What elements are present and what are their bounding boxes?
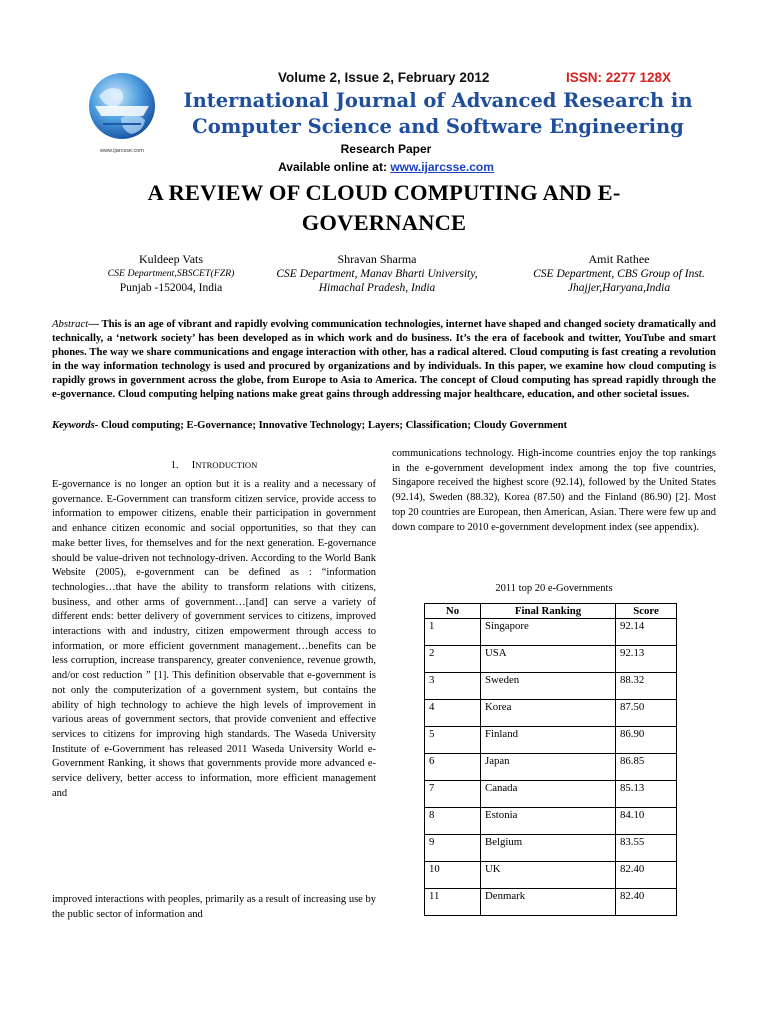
table-row	[425, 808, 677, 835]
author-location: Punjab -152004, India	[119, 282, 223, 294]
table-cell: Finland	[481, 727, 616, 754]
table-cell: 82.40	[616, 889, 677, 916]
author-affiliation: CSE Department,SBSCET(FZR)	[107, 267, 235, 279]
table-cell: 11	[425, 889, 481, 916]
table-cell: 88.32	[616, 673, 677, 700]
paper-title-line1: A REVIEW OF CLOUD COMPUTING AND E-	[147, 180, 621, 205]
table-cell: Estonia	[481, 808, 616, 835]
table-row	[425, 619, 677, 646]
table-cell: USA	[481, 646, 616, 673]
author-location: Himachal Pradesh, India	[318, 282, 436, 294]
table-header-row	[425, 604, 677, 619]
section-title-rest: NTRODUCTION	[195, 460, 258, 470]
table-row	[425, 754, 677, 781]
table-cell: 83.55	[616, 835, 677, 862]
introduction-paragraph: E-governance is no longer an option but it is a reality and a necessary of governance. E-Government can transform citizen service, provide access to information to empower citizens, enable their participation in government and enhance citizen economic and social opportunities, so that they can make better lives, for themselves and for the next generation. E-governance should be value-driven not technology-driven. According to the World Bank Website (2005), e-government can be defined as : “information technologies…that have the ability to transform relations with citizens, business, and other arms of government…[and] can serve a variety of different ends: better delivery of government services to citizens, improved interactions with and industry, citizen empowerment through access to information, or more efficient government management…benefits can be less corruption, increase transparency, greater convenience, revenue growth, and/or cost reduction ” [1]. This definition observable that e-government is not only the computerization of a government system, but contains the ability of high technology to achieve the high levels of improvement in various areas of government sectors, that provide convenient and effective services to citizens for improving high standards. The Waseda University Institute of e-Government has released 2011 Waseda University World e-Government Ranking, it shows that governments provide more advanced e-service delivery, better access to information, more efficient management and	[52, 479, 376, 799]
journal-logo	[85, 66, 159, 158]
abstract-text: This is an age of vibrant and rapidly evolving communication technologies, internet have shaped and changed society dramatically and technically, a ‘network society’ has been developed as in which work and do business. It’s the era of facebook and twitter, YouTube and smart phones. The way we share communications and engage interaction with other, has a radical altered. Cloud computing is fast creating a revolution in the way information technology is used and procured by organizations and by individuals. In this paper, we examine how cloud computing is rapidly grows in government across the globe, from Europe to Asia to America. The concept of Cloud computing has spread rapidly through the e-governance. Cloud computing helping nations make great gains through addressing major healthcare, education, and other societal issues.	[52, 318, 716, 400]
paper-title-line2: GOVERNANCE	[301, 210, 467, 235]
author-name: Kuldeep Vats	[138, 252, 204, 266]
table-cell: Belgium	[481, 835, 616, 862]
table-row	[425, 835, 677, 862]
abstract	[52, 318, 716, 401]
table-cell: 9	[425, 835, 481, 862]
table-row	[425, 781, 677, 808]
table-cell: 86.85	[616, 754, 677, 781]
table-cell: 1	[425, 619, 481, 646]
paper-title	[60, 178, 708, 238]
table-cell: UK	[481, 862, 616, 889]
table-cell: Japan	[481, 754, 616, 781]
section-title-initial: I	[191, 460, 196, 471]
table-cell: 82.40	[616, 862, 677, 889]
egov-ranking-table	[424, 603, 677, 916]
table-cell: 92.13	[616, 646, 677, 673]
column-header: No	[425, 604, 481, 619]
author-name: Amit Rathee	[588, 252, 650, 266]
table-cell: 85.13	[616, 781, 677, 808]
section-heading-introduction	[52, 460, 376, 471]
author-2	[258, 252, 496, 296]
column-header: Final Ranking	[481, 604, 616, 619]
globe-logo-icon	[85, 66, 159, 158]
table-row	[425, 889, 677, 916]
section-number: 1.	[170, 460, 179, 471]
table-cell: 10	[425, 862, 481, 889]
table-cell: Korea	[481, 700, 616, 727]
table-cell: 4	[425, 700, 481, 727]
abstract-label: Abstract	[52, 318, 89, 330]
keywords	[52, 418, 716, 432]
table-cell: 86.90	[616, 727, 677, 754]
svg-text:www.ijarcsse.com: www.ijarcsse.com	[100, 148, 144, 154]
table-cell: 5	[425, 727, 481, 754]
author-location: Jhajjer,Haryana,India	[567, 282, 671, 294]
table-row	[425, 700, 677, 727]
table-cell: 3	[425, 673, 481, 700]
author-3	[508, 252, 730, 296]
author-affiliation: CSE Department, Manav Bharti University,	[276, 267, 478, 280]
issn-number: ISSN: 2277 128X	[566, 70, 672, 85]
author-affiliation: CSE Department, CBS Group of Inst.	[533, 267, 705, 280]
table-cell: Singapore	[481, 619, 616, 646]
author-name: Shravan Sharma	[337, 252, 417, 266]
table-cell: Denmark	[481, 889, 616, 916]
table-row	[425, 673, 677, 700]
keywords-text: - Cloud computing; E-Governance; Innovative Technology; Layers; Classification; Cloudy Government	[94, 419, 568, 431]
available-online-label: Available online at:	[278, 160, 391, 174]
table-cell: 92.14	[616, 619, 677, 646]
paper-type: Research Paper	[340, 142, 432, 156]
table-cell: 8	[425, 808, 481, 835]
journal-website-link[interactable]: www.ijarcsse.com	[390, 160, 494, 174]
table-row	[425, 862, 677, 889]
column-header: Score	[616, 604, 677, 619]
table-cell: Canada	[481, 781, 616, 808]
introduction-paragraph-continued: improved interactions with peoples, primarily as a result of increasing use by the public sector of information and	[52, 894, 376, 920]
table-cell: 2	[425, 646, 481, 673]
available-online	[160, 160, 612, 174]
table-row	[425, 727, 677, 754]
keywords-label: Keywords	[52, 419, 95, 431]
table-cell: 6	[425, 754, 481, 781]
ranking-paragraph: communications technology. High-income countries enjoy the top rankings in the e-government development index among the top five countries, Singapore received the highest score (92.14), followed by the United States (92.14), Sweden (88.32), Korea (87.50) and the Finland (86.90) [2]. Most top 20 countries are European, then American, Asian. There were few up and down compare to 2010 e-government development index (see appendix).	[392, 448, 716, 533]
table-row	[425, 646, 677, 673]
table-cell: Sweden	[481, 673, 616, 700]
table-cell: 87.50	[616, 700, 677, 727]
volume-info: Volume 2, Issue 2, February 2012	[278, 70, 490, 85]
journal-name-line2: Computer Science and Software Engineering	[192, 115, 684, 138]
table-cell: 84.10	[616, 808, 677, 835]
table-cell: 7	[425, 781, 481, 808]
author-1	[80, 252, 262, 296]
abstract-dash: —	[88, 318, 102, 330]
journal-name	[168, 88, 708, 140]
table-caption: 2011 top 20 e-Governments	[495, 583, 613, 594]
journal-name-line1: International Journal of Advanced Research in	[183, 89, 693, 112]
